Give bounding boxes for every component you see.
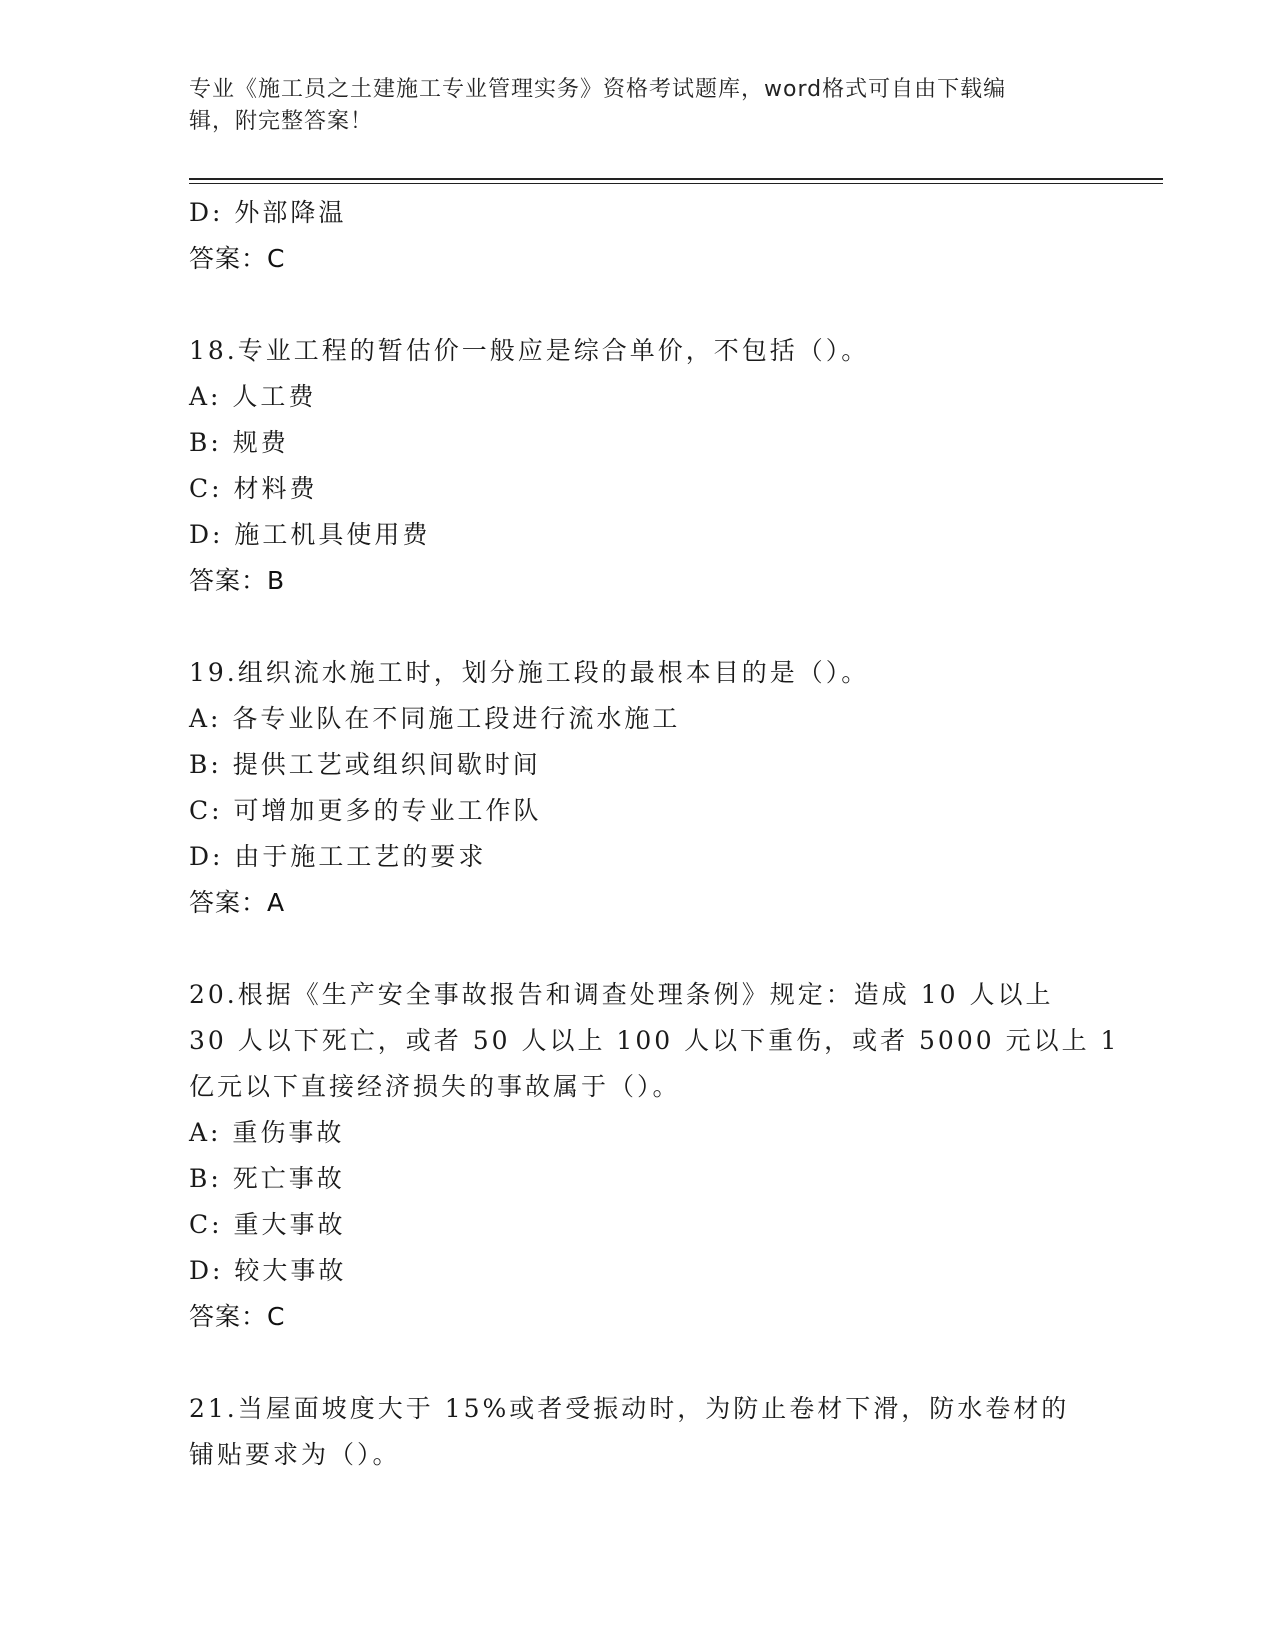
document-header <box>189 74 1069 138</box>
prev-answer: 答案：C <box>189 244 286 273</box>
spacer <box>189 1340 1089 1386</box>
spacer <box>189 926 1089 972</box>
question-19-stem: 19.组织流水施工时，划分施工段的最根本目的是（）。 <box>189 658 870 687</box>
question-21-stem-line-1: 21.当屋面坡度大于 15%或者受振动时，为防止卷材下滑，防水卷材的 <box>189 1394 1070 1423</box>
question-20-stem-line-3: 亿元以下直接经济损失的事故属于（）。 <box>189 1072 681 1101</box>
question-21-stem-line-2: 铺贴要求为（）。 <box>189 1440 401 1469</box>
question-20-stem-line-2: 30 人以下死亡，或者 50 人以上 100 人以下重伤，或者 5000 元以上 1 <box>189 1026 1120 1055</box>
question-18-option-a: A: 人工费 <box>189 382 317 411</box>
header-divider-thin <box>189 183 1163 184</box>
question-20-option-d: D: 较大事故 <box>189 1256 347 1285</box>
header-divider-thick <box>189 178 1163 180</box>
question-19-answer: 答案：A <box>189 888 286 917</box>
question-18-option-c: C: 材料费 <box>189 474 318 503</box>
spacer <box>189 604 1089 650</box>
question-20-option-a: A: 重伤事故 <box>189 1118 345 1147</box>
header-line-1: 专业《施工员之土建施工专业管理实务》资格考试题库，word格式可自由下载编 <box>189 77 1007 102</box>
question-20-answer: 答案：C <box>189 1302 286 1331</box>
header-line-2: 辑，附完整答案！ <box>189 109 374 134</box>
question-19-option-c: C: 可增加更多的专业工作队 <box>189 796 542 825</box>
question-20-stem-line-1: 20.根据《生产安全事故报告和调查处理条例》规定：造成 10 人以上 <box>189 980 1054 1009</box>
question-18-option-b: B: 规费 <box>189 428 289 457</box>
question-20-option-c: C: 重大事故 <box>189 1210 346 1239</box>
prev-option-d: D: 外部降温 <box>189 198 347 227</box>
question-content <box>189 190 1120 1478</box>
spacer <box>189 282 1089 328</box>
question-19-option-d: D: 由于施工工艺的要求 <box>189 842 487 871</box>
question-20-option-b: B: 死亡事故 <box>189 1164 345 1193</box>
question-18-stem: 18.专业工程的暂估价一般应是综合单价，不包括（）。 <box>189 336 870 365</box>
question-19-option-a: A: 各专业队在不同施工段进行流水施工 <box>189 704 681 733</box>
question-19-option-b: B: 提供工艺或组织间歇时间 <box>189 750 541 779</box>
question-18-answer: 答案：B <box>189 566 286 595</box>
question-18-option-d: D: 施工机具使用费 <box>189 520 431 549</box>
